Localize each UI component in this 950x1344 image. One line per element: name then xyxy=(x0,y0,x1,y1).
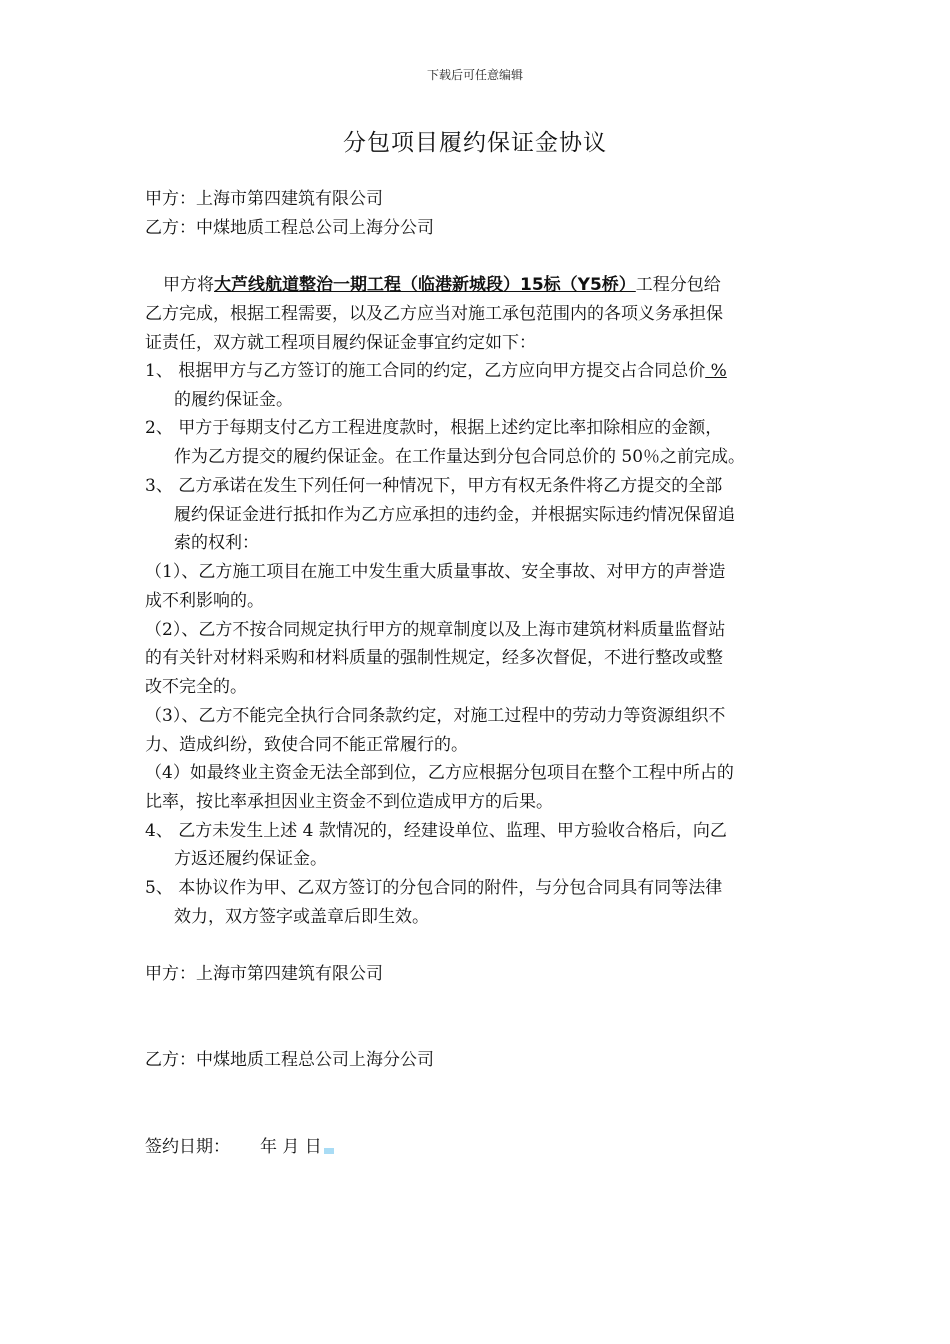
clause-3-line-3: 索的权利： xyxy=(174,533,259,553)
party-a-label: 甲方： xyxy=(145,189,196,209)
header-note: 下载后可任意编辑 xyxy=(426,68,523,82)
sub-clause-4-line-1: （4）如最终业主资金无法全部到位，乙方应根据分包项目在整个工程中所占的 xyxy=(145,763,734,783)
signature-party-b: 乙方：中煤地质工程总公司上海分公司 xyxy=(145,1050,434,1070)
intro-suffix: 工程分包给 xyxy=(635,275,721,295)
clause-1-text: 1、 根据甲方与乙方签订的施工合同的约定，乙方应向甲方提交占合同总价 xyxy=(145,361,706,381)
sub-clause-4-line-2: 比率，按比率承担因业主资金不到位造成甲方的后果。 xyxy=(145,792,553,812)
signing-date-fields: 年 月 日 xyxy=(260,1137,322,1157)
clause-4-line-1: 4、 乙方未发生上述 4 款情况的，经建设单位、监理、甲方验收合格后，向乙 xyxy=(145,821,727,841)
party-a-line xyxy=(145,186,383,212)
party-a-name: 上海市第四建筑有限公司 xyxy=(196,189,383,209)
clause-1-line-2: 的履约保证金。 xyxy=(174,390,293,410)
party-b-name: 中煤地质工程总公司上海分公司 xyxy=(196,218,434,238)
signing-date-label: 签约日期： xyxy=(145,1137,230,1157)
clause-3-line-2: 履约保证金进行抵扣作为乙方应承担的违约金，并根据实际违约情况保留追 xyxy=(174,505,735,525)
signing-date-line xyxy=(145,1134,334,1160)
sub-clause-2-line-3: 改不完全的。 xyxy=(145,677,247,697)
clause-1-percent-blank: % xyxy=(705,361,727,381)
project-name: 大芦线航道整治一期工程（临港新城段）15标（Y5桥） xyxy=(214,275,636,295)
intro-line-1 xyxy=(163,272,721,298)
sub-clause-3-line-2: 力、造成纠纷，致使合同不能正常履行的。 xyxy=(145,735,468,755)
cursor-marker xyxy=(324,1148,334,1154)
clause-1-line-1 xyxy=(145,358,727,384)
sub-clause-3-line-1: （3）、乙方不能完全执行合同条款约定，对施工过程中的劳动力等资源组织不 xyxy=(145,706,726,726)
sub-clause-1-line-1: （1）、乙方施工项目在施工中发生重大质量事故、安全事故、对甲方的声誉造 xyxy=(145,562,726,582)
intro-line-3: 证责任，双方就工程项目履约保证金事宜约定如下： xyxy=(145,333,536,353)
intro-line-2: 乙方完成，根据工程需要，以及乙方应当对施工承包范围内的各项义务承担保 xyxy=(145,304,723,324)
intro-prefix: 甲方将 xyxy=(163,275,214,295)
party-b-line xyxy=(145,215,434,241)
party-b-label: 乙方： xyxy=(145,218,196,238)
document-title: 分包项目履约保证金协议 xyxy=(343,130,607,156)
sub-clause-2-line-1: （2）、乙方不按合同规定执行甲方的规章制度以及上海市建筑材料质量监督站 xyxy=(145,620,726,640)
clause-5-line-1: 5、 本协议作为甲、乙双方签订的分包合同的附件，与分包合同具有同等法律 xyxy=(145,878,723,898)
sub-clause-2-line-2: 的有关针对材料采购和材料质量的强制性规定，经多次督促，不进行整改或整 xyxy=(145,648,723,668)
clause-3-line-1: 3、 乙方承诺在发生下列任何一种情况下，甲方有权无条件将乙方提交的全部 xyxy=(145,476,723,496)
sub-clause-1-line-2: 成不利影响的。 xyxy=(145,591,264,611)
clause-4-line-2: 方返还履约保证金。 xyxy=(174,849,327,869)
signature-party-a: 甲方：上海市第四建筑有限公司 xyxy=(145,964,383,984)
clause-2-line-1: 2、 甲方于每期支付乙方工程进度款时，根据上述约定比率扣除相应的金额， xyxy=(145,418,723,438)
clause-2-line-2: 作为乙方提交的履约保证金。在工作量达到分包合同总价的 50％之前完成。 xyxy=(174,447,746,467)
clause-5-line-2: 效力，双方签字或盖章后即生效。 xyxy=(174,907,429,927)
